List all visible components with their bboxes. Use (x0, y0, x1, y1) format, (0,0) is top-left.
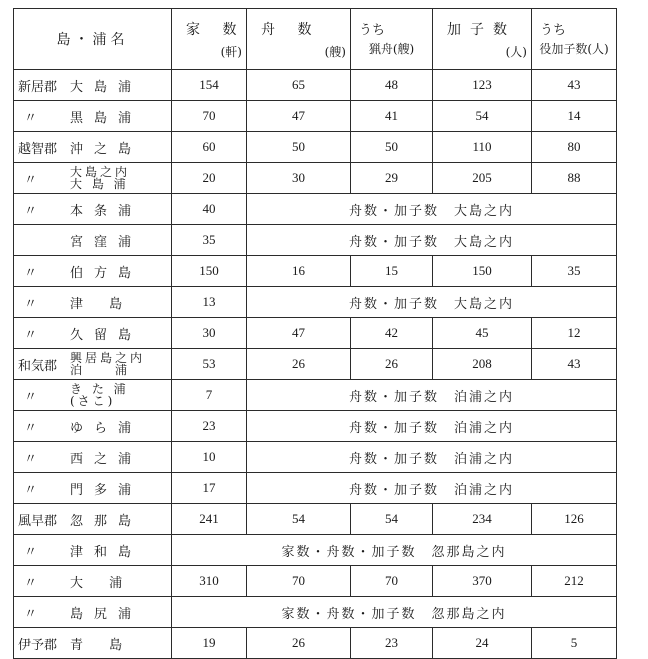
households-cell: 70 (172, 101, 247, 132)
households-cell: 310 (172, 566, 247, 597)
row-name-wrap (14, 473, 171, 503)
sailors-cell: 54 (433, 101, 532, 132)
households-cell: 53 (172, 349, 247, 380)
row-name-wrap (14, 504, 171, 534)
header-kako (433, 9, 532, 70)
row-name-wrap (14, 318, 171, 348)
district-name: 越智郡 (18, 141, 58, 157)
households-cell: 60 (172, 132, 247, 163)
district-name: 〃 (24, 172, 38, 188)
table-row (14, 442, 617, 473)
note-cell: 舟数・加子数 泊浦之内 (247, 473, 617, 504)
row-name-wrap (14, 535, 171, 565)
header-yaku (532, 9, 617, 70)
table-row (14, 504, 617, 535)
header-kako-label: 加子数 (447, 21, 516, 38)
place-name: 大 浦 (70, 575, 134, 591)
row-name-wrap (14, 163, 171, 193)
table-row (14, 101, 617, 132)
place-name: 忽那島 (70, 513, 143, 529)
place-name-upper: 興居島之内 (70, 351, 146, 365)
row-name-cell (14, 473, 172, 504)
sailors-cell: 370 (433, 566, 532, 597)
row-name-wrap (14, 597, 171, 627)
boats-cell: 26 (247, 349, 351, 380)
households-cell: 241 (172, 504, 247, 535)
place-name-lower: (さこ) (70, 394, 116, 408)
note-cell: 家数・舟数・加子数 忽那島之内 (172, 535, 617, 566)
duty-sailors-cell: 80 (532, 132, 617, 163)
households-cell: 154 (172, 70, 247, 101)
row-name-cell (14, 380, 172, 411)
district-name: 〃 (24, 389, 38, 405)
place-name-two-line (70, 383, 166, 407)
row-name-wrap (14, 287, 171, 317)
table-row (14, 132, 617, 163)
boats-cell: 65 (247, 70, 351, 101)
table-row (14, 318, 617, 349)
fishing-boats-cell: 54 (351, 504, 433, 535)
duty-sailors-cell: 43 (532, 70, 617, 101)
table-row (14, 535, 617, 566)
place-name-upper: 大島之内 (70, 165, 131, 179)
header-fune (247, 9, 351, 70)
note-cell: 舟数・加子数 大島之内 (247, 194, 617, 225)
place-name: 大島浦 (70, 79, 143, 95)
duty-sailors-cell: 12 (532, 318, 617, 349)
row-name-cell (14, 70, 172, 101)
place-name: 青 島 (70, 637, 134, 653)
district-name: 風早郡 (18, 513, 58, 529)
row-name-wrap (14, 411, 171, 441)
duty-sailors-cell: 35 (532, 256, 617, 287)
place-name: 久留島 (70, 327, 143, 343)
fishing-boats-cell: 26 (351, 349, 433, 380)
sailors-cell: 150 (433, 256, 532, 287)
note-cell: 舟数・加子数 大島之内 (247, 225, 617, 256)
table-row (14, 287, 617, 318)
place-name-lower: 大 島 浦 (70, 177, 129, 191)
place-name: 伯方島 (70, 265, 143, 281)
boats-cell: 70 (247, 566, 351, 597)
row-name-wrap (14, 194, 171, 224)
header-ryo-top: うち (359, 23, 386, 38)
table-row (14, 473, 617, 504)
place-name: 島尻浦 (70, 606, 143, 622)
row-name-wrap (14, 628, 171, 658)
district-name: 新居郡 (18, 79, 58, 95)
table-row (14, 349, 617, 380)
district-name: 〃 (24, 265, 38, 281)
table-row (14, 225, 617, 256)
row-name-cell (14, 566, 172, 597)
row-name-cell (14, 287, 172, 318)
island-port-table (13, 8, 617, 659)
header-ryo-bottom: 猟舟(艘) (368, 42, 415, 56)
table-row (14, 163, 617, 194)
place-name: 宮窪浦 (70, 234, 143, 250)
households-cell: 17 (172, 473, 247, 504)
row-name-cell (14, 132, 172, 163)
header-ie (172, 9, 247, 70)
boats-cell: 16 (247, 256, 351, 287)
fishing-boats-cell: 42 (351, 318, 433, 349)
district-name: 〃 (24, 482, 38, 498)
row-name-wrap (14, 256, 171, 286)
duty-sailors-cell: 88 (532, 163, 617, 194)
row-name-wrap (14, 225, 171, 255)
row-name-wrap (14, 442, 171, 472)
header-ie-label: 家 数 (186, 21, 246, 38)
row-name-wrap (14, 70, 171, 100)
place-name: 沖之島 (70, 141, 143, 157)
row-name-cell (14, 597, 172, 628)
header-fune-unit: (艘) (324, 44, 346, 59)
fishing-boats-cell: 41 (351, 101, 433, 132)
district-name: 〃 (24, 327, 38, 343)
duty-sailors-cell: 5 (532, 628, 617, 659)
district-name: 〃 (24, 203, 38, 219)
table-row (14, 597, 617, 628)
households-cell: 20 (172, 163, 247, 194)
district-name: 〃 (24, 110, 38, 126)
place-name-lower: 泊 浦 (70, 363, 131, 377)
households-cell: 35 (172, 225, 247, 256)
place-name: 西之浦 (70, 451, 143, 467)
table-row (14, 194, 617, 225)
households-cell: 150 (172, 256, 247, 287)
sailors-cell: 234 (433, 504, 532, 535)
place-name: 黒島浦 (70, 110, 143, 126)
place-name: 津 島 (70, 296, 134, 312)
header-yaku-top: うち (540, 23, 567, 38)
place-name-two-line (70, 352, 166, 376)
row-name-cell (14, 101, 172, 132)
table-row (14, 411, 617, 442)
row-name-cell (14, 256, 172, 287)
row-name-cell (14, 349, 172, 380)
households-cell: 13 (172, 287, 247, 318)
header-fune-label: 舟 数 (261, 21, 321, 38)
fishing-boats-cell: 15 (351, 256, 433, 287)
row-name-wrap (14, 380, 171, 410)
fishing-boats-cell: 29 (351, 163, 433, 194)
sailors-cell: 110 (433, 132, 532, 163)
header-yaku-bottom: 役加子数(人) (539, 42, 609, 56)
row-name-wrap (14, 566, 171, 596)
duty-sailors-cell: 212 (532, 566, 617, 597)
fishing-boats-cell: 70 (351, 566, 433, 597)
table-body (14, 70, 617, 659)
sailors-cell: 205 (433, 163, 532, 194)
boats-cell: 47 (247, 101, 351, 132)
header-ryo (351, 9, 433, 70)
sailors-cell: 123 (433, 70, 532, 101)
row-name-wrap (14, 132, 171, 162)
boats-cell: 26 (247, 628, 351, 659)
place-name: 津和島 (70, 544, 143, 560)
table-row (14, 566, 617, 597)
fishing-boats-cell: 48 (351, 70, 433, 101)
fishing-boats-cell: 23 (351, 628, 433, 659)
row-name-cell (14, 535, 172, 566)
header-name: 島・浦名 (14, 9, 172, 70)
row-name-cell (14, 194, 172, 225)
duty-sailors-cell: 43 (532, 349, 617, 380)
households-cell: 30 (172, 318, 247, 349)
place-name-upper: き た 浦 (70, 382, 129, 396)
row-name-cell (14, 318, 172, 349)
table-row (14, 628, 617, 659)
header-kako-unit: (人) (505, 44, 527, 59)
place-name: 門多浦 (70, 482, 143, 498)
district-name: 伊予郡 (18, 637, 58, 653)
households-cell: 10 (172, 442, 247, 473)
header-ie-unit: (軒) (220, 44, 242, 59)
place-name: ゆら浦 (70, 420, 143, 436)
households-cell: 23 (172, 411, 247, 442)
boats-cell: 47 (247, 318, 351, 349)
row-name-cell (14, 442, 172, 473)
row-name-wrap (14, 349, 171, 379)
district-name: 〃 (24, 296, 38, 312)
place-name: 本条浦 (70, 203, 143, 219)
district-name: 和気郡 (18, 358, 58, 374)
households-cell: 40 (172, 194, 247, 225)
place-name-two-line (70, 166, 166, 190)
households-cell: 19 (172, 628, 247, 659)
table-row (14, 70, 617, 101)
row-name-cell (14, 225, 172, 256)
row-name-wrap (14, 101, 171, 131)
sailors-cell: 208 (433, 349, 532, 380)
note-cell: 舟数・加子数 泊浦之内 (247, 411, 617, 442)
sailors-cell: 45 (433, 318, 532, 349)
district-name: 〃 (24, 606, 38, 622)
row-name-cell (14, 163, 172, 194)
duty-sailors-cell: 14 (532, 101, 617, 132)
header-row (14, 9, 617, 70)
district-name: 〃 (24, 575, 38, 591)
note-cell: 舟数・加子数 大島之内 (247, 287, 617, 318)
boats-cell: 30 (247, 163, 351, 194)
row-name-cell (14, 628, 172, 659)
households-cell: 7 (172, 380, 247, 411)
row-name-cell (14, 504, 172, 535)
boats-cell: 54 (247, 504, 351, 535)
sailors-cell: 24 (433, 628, 532, 659)
district-name: 〃 (24, 544, 38, 560)
note-cell: 舟数・加子数 泊浦之内 (247, 442, 617, 473)
data-table-sheet (13, 8, 617, 659)
table-row (14, 256, 617, 287)
note-cell: 家数・舟数・加子数 忽那島之内 (172, 597, 617, 628)
table-row (14, 380, 617, 411)
district-name: 〃 (24, 451, 38, 467)
row-name-cell (14, 411, 172, 442)
note-cell: 舟数・加子数 泊浦之内 (247, 380, 617, 411)
boats-cell: 50 (247, 132, 351, 163)
district-name: 〃 (24, 420, 38, 436)
duty-sailors-cell: 126 (532, 504, 617, 535)
fishing-boats-cell: 50 (351, 132, 433, 163)
